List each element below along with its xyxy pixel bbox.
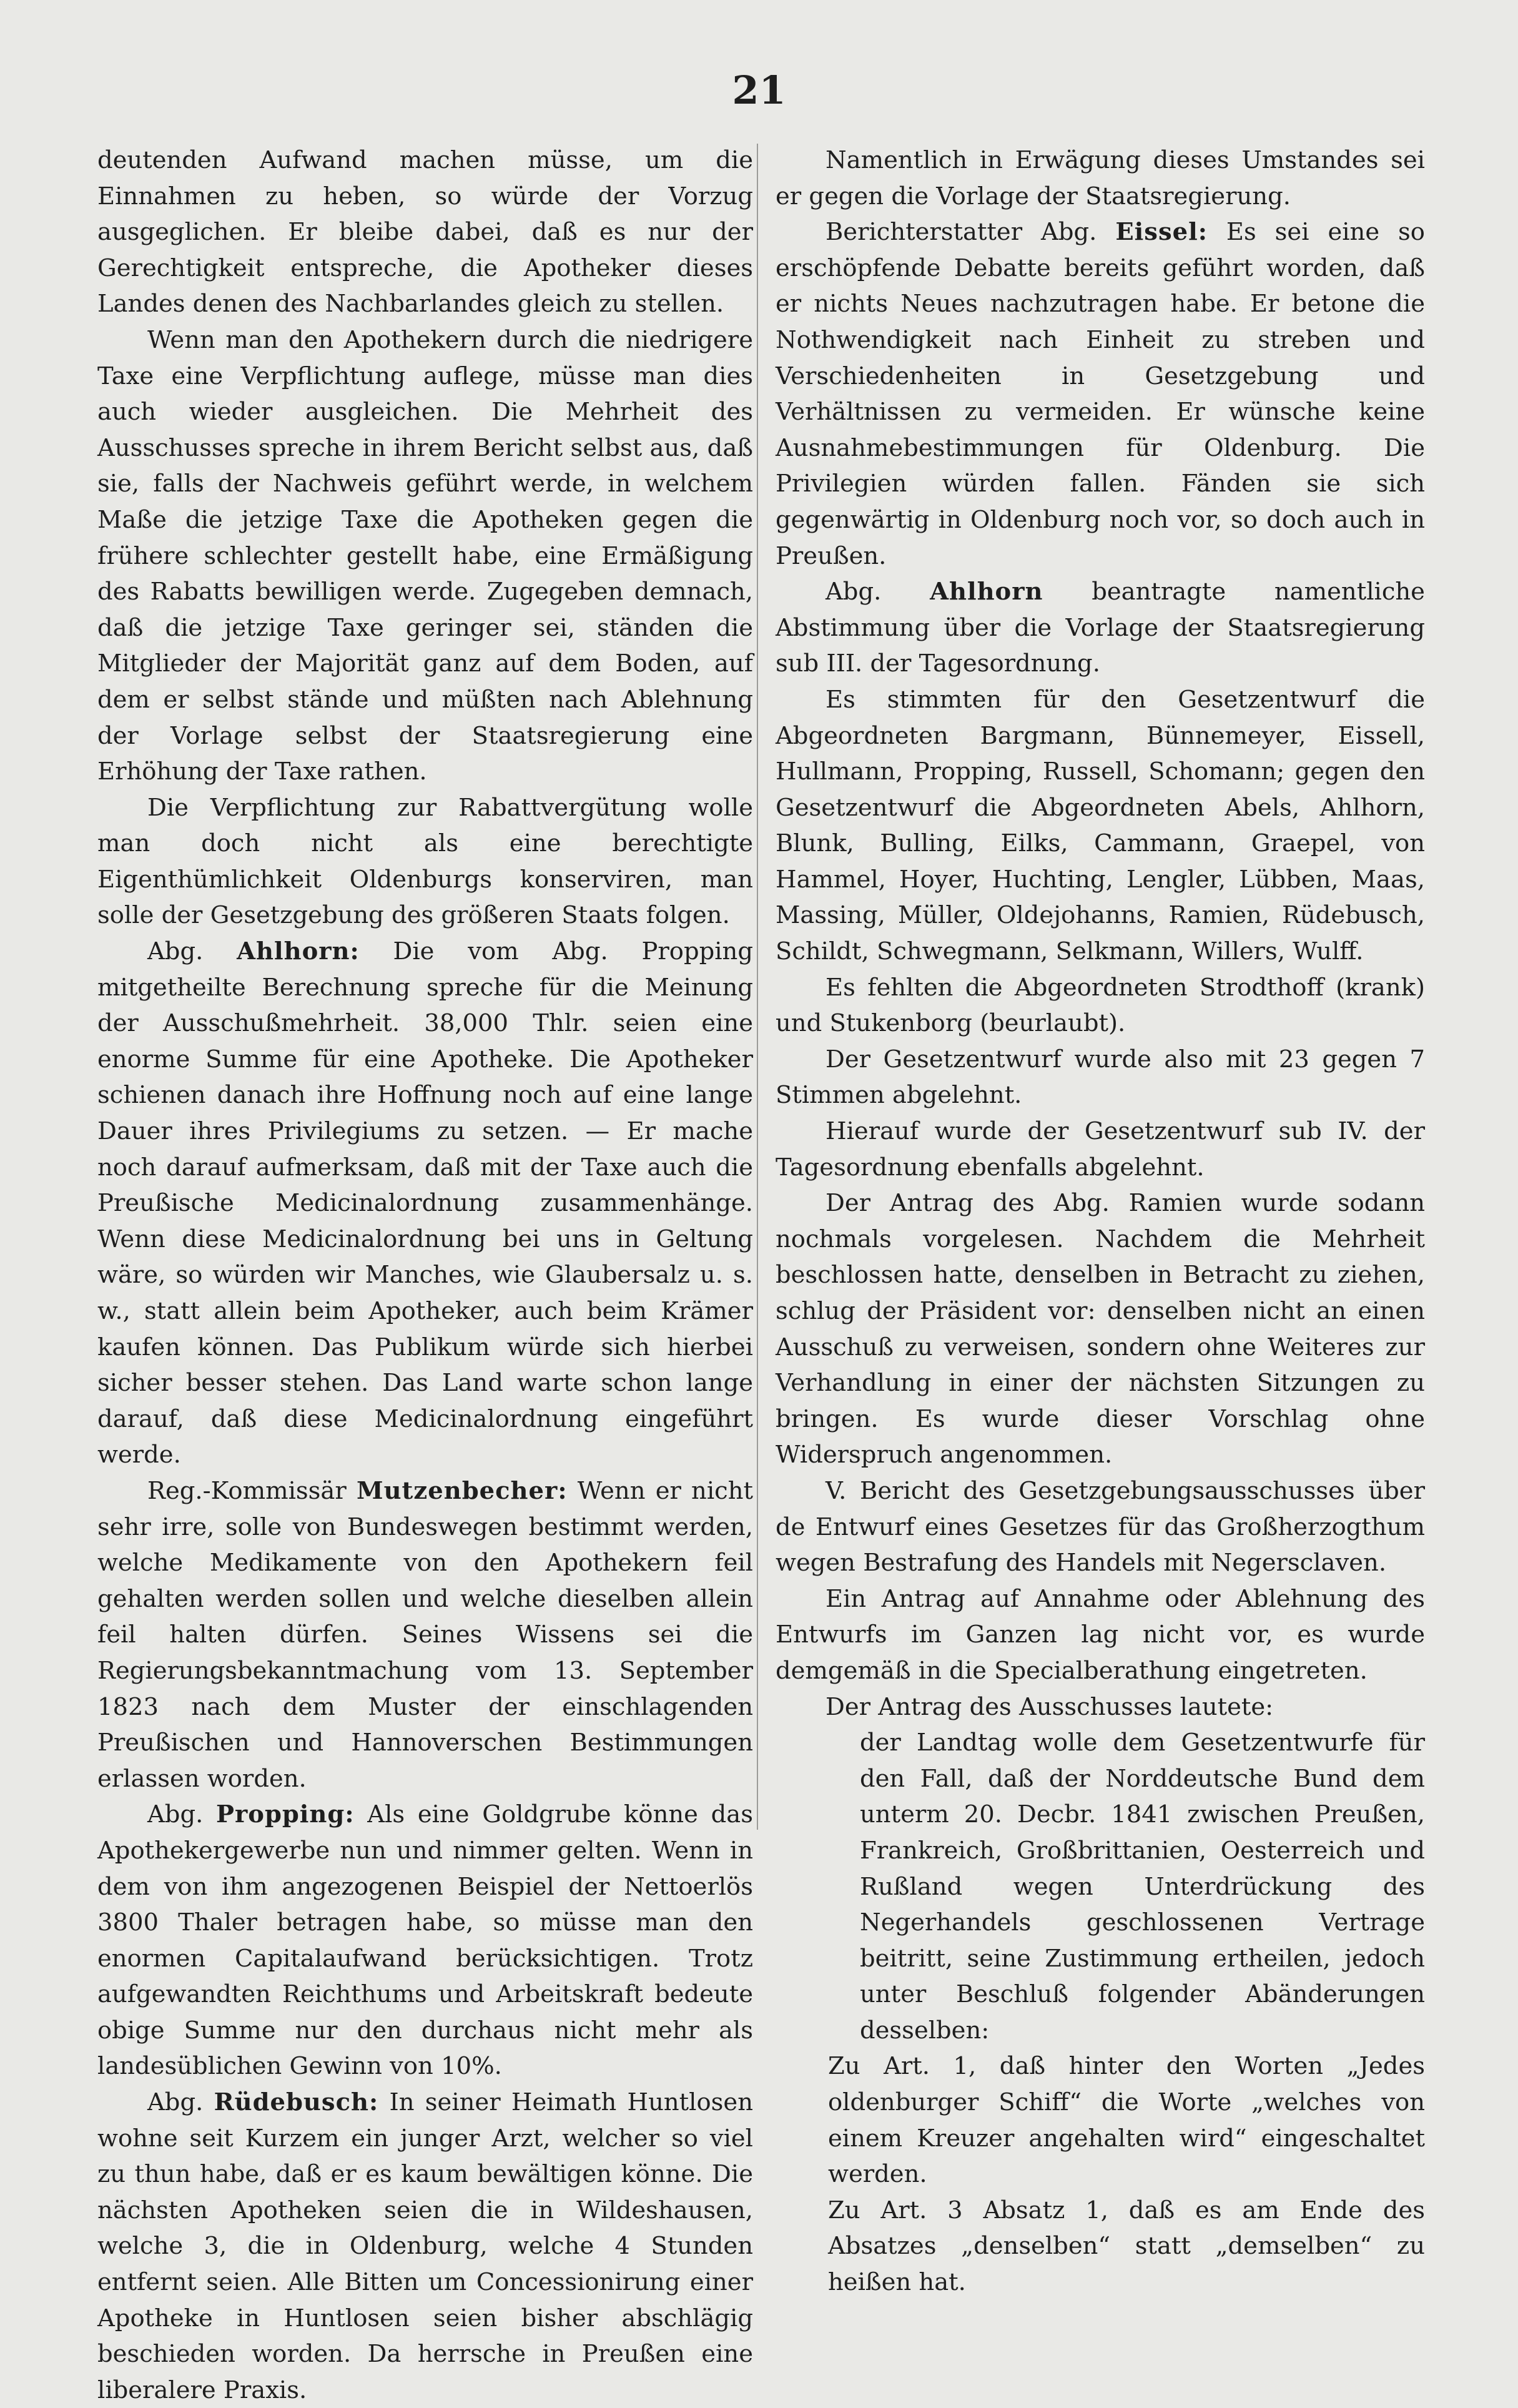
speaker-prefix: Abg. <box>826 578 882 606</box>
paragraph-text: Wenn er nicht sehr irre, solle von Bundeswegen bestimmt werden, welche Medikamente von den Apothekern feil gehalten werden sollen und welche dieselben allein feil halten dürfen. Seines Wissens sei die Regierungsbekanntmachung vom 13. September 1823 nach dem Muster der einschlagenden Preußischen und Hannoverschen Bestimmungen erlassen worden. <box>97 1476 753 1793</box>
paragraph: Namentlich in Erwägung dieses Umstandes sei er gegen die Vorlage der Staatsregierung. <box>776 146 1425 210</box>
speaker-name: Propping: <box>216 1800 355 1829</box>
paragraph-text: In seiner Heimath Huntlosen wohne seit Kurzem ein junger Arzt, welcher so viel zu thun habe, daß er es kaum bewältigen könne. Die nächsten Apotheken seien die in Wildeshausen, welche 3, die in Oldenburg, welche 4 Stunden entfernt seien. Alle Bitten um Concessionirung einer Apotheke in Huntlosen seien bisher abschlägig beschieden worden. Da herrsche in Preußen eine liberalere Praxis. <box>97 2088 753 2404</box>
speaker-name: Mutzenbecher: <box>356 1476 568 1505</box>
paragraph <box>97 1797 753 2085</box>
speaker-prefix: Abg. <box>147 2088 204 2117</box>
speaker-prefix: Abg. <box>147 937 204 966</box>
speaker-name: Ahlhorn: <box>237 937 360 966</box>
paragraph <box>97 1473 753 1797</box>
right-column <box>776 142 1425 2301</box>
paragraph: Hierauf wurde der Gesetzentwurf sub IV. der Tagesordnung ebenfalls abgelehnt. <box>776 1117 1425 1182</box>
paragraph: Es fehlten die Abgeordneten Strodthoff (krank) und Stukenborg (beurlaubt). <box>776 973 1425 1038</box>
paragraph: Es stimmten für den Gesetzentwurf die Abgeordneten Bargmann, Bünnemeyer, Eissell, Hullmann, Propping, Russell, Schomann; gegen den Gesetzentwurf die Abgeordneten Abels, Ahlhorn, Blunk, Bulling, Eilks, Cammann, Graepel, von Hammel, Hoyer, Huchting, Lengler, Lübben, Maas, Massing, Müller, Oldejohanns, Ramien, Rüdebusch, Schildt, Schwegmann, Selkmann, Willers, Wulff. <box>776 685 1425 966</box>
paragraph <box>97 2085 753 2408</box>
speaker-prefix: Abg. <box>147 1800 204 1829</box>
paragraph <box>776 214 1425 574</box>
paragraph: der Landtag wolle dem Gesetzentwurfe für den Fall, daß der Norddeutsche Bund dem unterm 20. Decbr. 1841 zwischen Preußen, Frankreich, Großbrittanien, Oesterreich und Rußland wegen Unterdrückung des Negerhandels geschlossenen Vertrage beitritt, seine Zustimmung ertheilen, jedoch unter Beschluß folgender Abänderungen desselben: <box>860 1729 1425 2045</box>
paragraph: deutenden Aufwand machen müsse, um die Einnahmen zu heben, so würde der Vorzug ausgeglichen. Er bleibe dabei, daß es nur der Gerechtigkeit entspreche, die Apotheker dieses Landes denen des Nachbarlandes gleich zu stellen. <box>97 146 753 318</box>
speaker-prefix: Berichterstatter Abg. <box>826 218 1097 247</box>
paragraph: Der Gesetzentwurf wurde also mit 23 gegen 7 Stimmen abgelehnt. <box>776 1045 1425 1110</box>
speaker-name: Rüdebusch: <box>214 2088 379 2117</box>
speaker-name: Eissel: <box>1115 218 1208 247</box>
paragraph-text: Es sei eine so erschöpfende Debatte bereits geführt worden, daß er nichts Neues nachzutragen habe. Er betone die Nothwendigkeit nach Einheit zu streben und Verschiedenheiten in Gesetzgebung und Verhältnissen zu vermeiden. Er wünsche keine Ausnahmebestimmungen für Oldenburg. Die Privilegien würden fallen. Fänden sie sich gegenwärtig in Oldenburg noch vor, so doch auch in Preußen. <box>776 218 1425 570</box>
paragraph <box>97 934 753 1473</box>
paragraph: Ein Antrag auf Annahme oder Ablehnung des Entwurfs im Ganzen lag nicht vor, es wurde demgemäß in die Specialberathung eingetreten. <box>776 1584 1425 1685</box>
paragraph: V. Bericht des Gesetzgebungsausschusses über de Entwurf eines Gesetzes für das Großherzogthum wegen Bestrafung des Handels mit Negersclaven. <box>776 1476 1425 1577</box>
column-divider <box>757 144 758 1830</box>
page-number: 21 <box>732 67 786 113</box>
paragraph: Die Verpflichtung zur Rabattvergütung wolle man doch nicht als eine berechtigte Eigenthümlichkeit Oldenburgs konserviren, man solle der Gesetzgebung des größeren Staats folgen. <box>97 793 753 930</box>
paragraph-text: Als eine Goldgrube könne das Apothekergewerbe nun und nimmer gelten. Wenn in dem von ihm angezogenen Beispiel der Nettoerlös 3800 Thaler betragen habe, so müsse man den enormen Capitalaufwand berücksichtigen. Trotz aufgewandten Reichthums und Arbeitskraft bedeute obige Summe nur den durchaus nicht mehr als landesüblichen Gewinn von 10%. <box>97 1800 753 2081</box>
paragraph: Der Antrag des Ausschusses lautete: <box>826 1692 1274 1721</box>
paragraph-text: beantragte namentliche Abstimmung über die Vorlage der Staatsregierung sub III. der Tagesordnung. <box>776 578 1425 678</box>
paragraph: Zu Art. 3 Absatz 1, daß es am Ende des Absatzes „denselben“ statt „demselben“ zu heißen hat. <box>828 2196 1425 2297</box>
paragraph: Zu Art. 1, daß hinter den Worten „Jedes oldenburger Schiff“ die Worte „welches von einem Kreuzer angehalten wird“ eingeschaltet werden. <box>828 2052 1425 2189</box>
left-column <box>97 142 753 2408</box>
paragraph: Wenn man den Apothekern durch die niedrigere Taxe eine Verpflichtung auflege, müsse man dies auch wieder ausgleichen. Die Mehrheit des Ausschusses spreche in ihrem Bericht selbst aus, daß sie, falls der Nachweis geführt werde, in welchem Maße die jetzige Taxe die Apotheken gegen die frühere schlechter gestellt habe, eine Ermäßigung des Rabatts bewilligen werde. Zugegeben demnach, daß die jetzige Taxe geringer sei, ständen die Mitglieder der Majorität ganz auf dem Boden, auf dem er selbst stände und müßten nach Ablehnung der Vorlage selbst der Staatsregierung eine Erhöhung der Taxe rathen. <box>97 325 753 786</box>
speaker-prefix: Reg.-Kommissär <box>147 1476 347 1505</box>
paragraph <box>776 574 1425 682</box>
speaker-name: Ahlhorn <box>930 578 1043 606</box>
paragraph-text: Die vom Abg. Propping mitgetheilte Berechnung spreche für die Meinung der Ausschußmehrheit. 38,000 Thlr. seien eine enorme Summe für eine Apotheke. Die Apotheker schienen danach ihre Hoffnung noch auf eine lange Dauer ihres Privilegiums zu setzen. — Er mache noch darauf aufmerksam, daß mit der Taxe auch die Preußische Medicinalordnung zusammenhänge. Wenn diese Medicinalordnung bei uns in Geltung wäre, so würden wir Manches, wie Glaubersalz u. s. w., statt allein beim Apotheker, auch beim Krämer kaufen können. Das Publikum würde sich hierbei sicher besser stehen. Das Land warte schon lange darauf, daß diese Medicinalordnung eingeführt werde. <box>97 937 753 1469</box>
paragraph: Der Antrag des Abg. Ramien wurde sodann nochmals vorgelesen. Nachdem die Mehrheit beschlossen hatte, denselben in Betracht zu ziehen, schlug der Präsident vor: denselben nicht an einen Ausschuß zu verweisen, sondern ohne Weiteres zur Verhandlung in einer der nächsten Sitzungen zu bringen. Es wurde dieser Vorschlag ohne Widerspruch angenommen. <box>776 1189 1425 1469</box>
